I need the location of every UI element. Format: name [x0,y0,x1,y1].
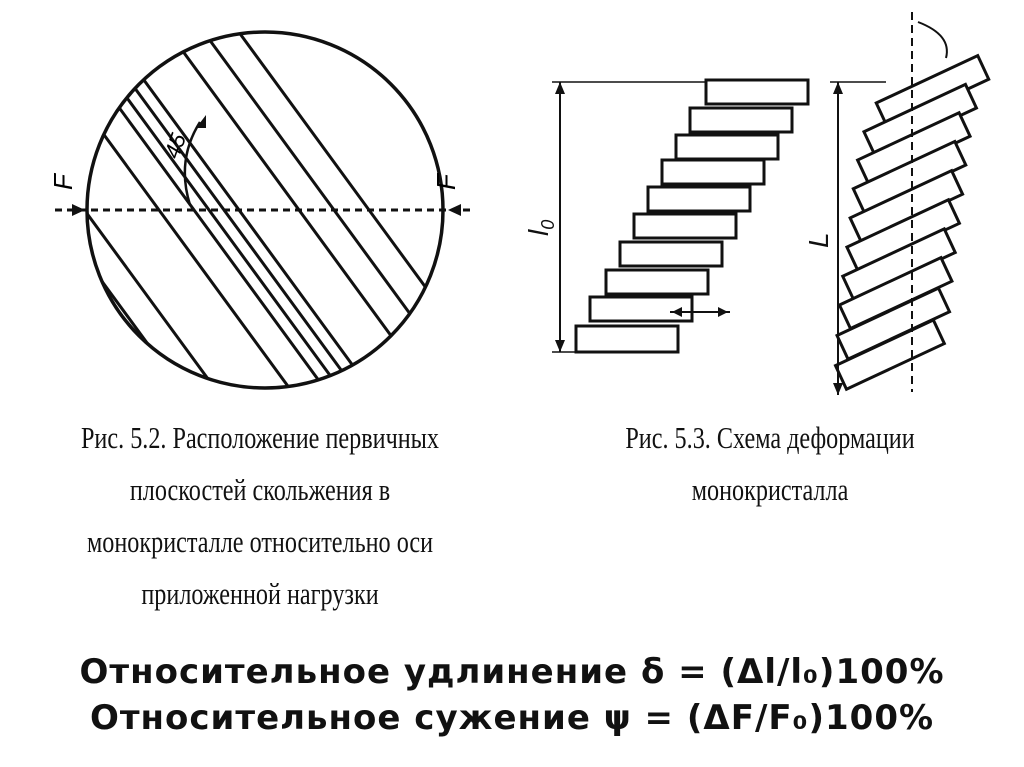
force-arrow-right [448,204,461,216]
caption-line: Рис. 5.2. Расположение первичных [80,420,440,455]
figure-5-3-caption [575,412,965,516]
caption-line: монокристалла [691,472,849,507]
caption-line: приложенной нагрузки [141,576,379,611]
force-label-right: F [431,174,461,190]
contraction-formula: Относительное сужение ψ = (ΔF/F₀)100% [89,698,935,738]
caption-line: монокристалле относительно оси [86,524,434,559]
angle-arrow [196,115,206,128]
elongation-formula: Относительное удлинение δ = (Δl/l₀)100% [79,652,945,692]
figure-5-3-deformation-left [552,80,808,352]
figure-5-2-single-crystal [0,20,530,420]
figure-5-2-caption [42,412,479,620]
slip-planes [0,20,530,420]
figure-5-3-deformation-right [830,12,989,395]
length-after-label: L [803,232,834,248]
length-before-label: $l_0$ [523,219,558,236]
force-label-left: F [48,174,78,190]
caption-line: плоскостей скольжения в [129,472,391,507]
angle-label: 45 [159,130,192,162]
force-arrow-left [72,204,85,216]
caption-line: Рис. 5.3. Схема деформации [625,420,915,455]
